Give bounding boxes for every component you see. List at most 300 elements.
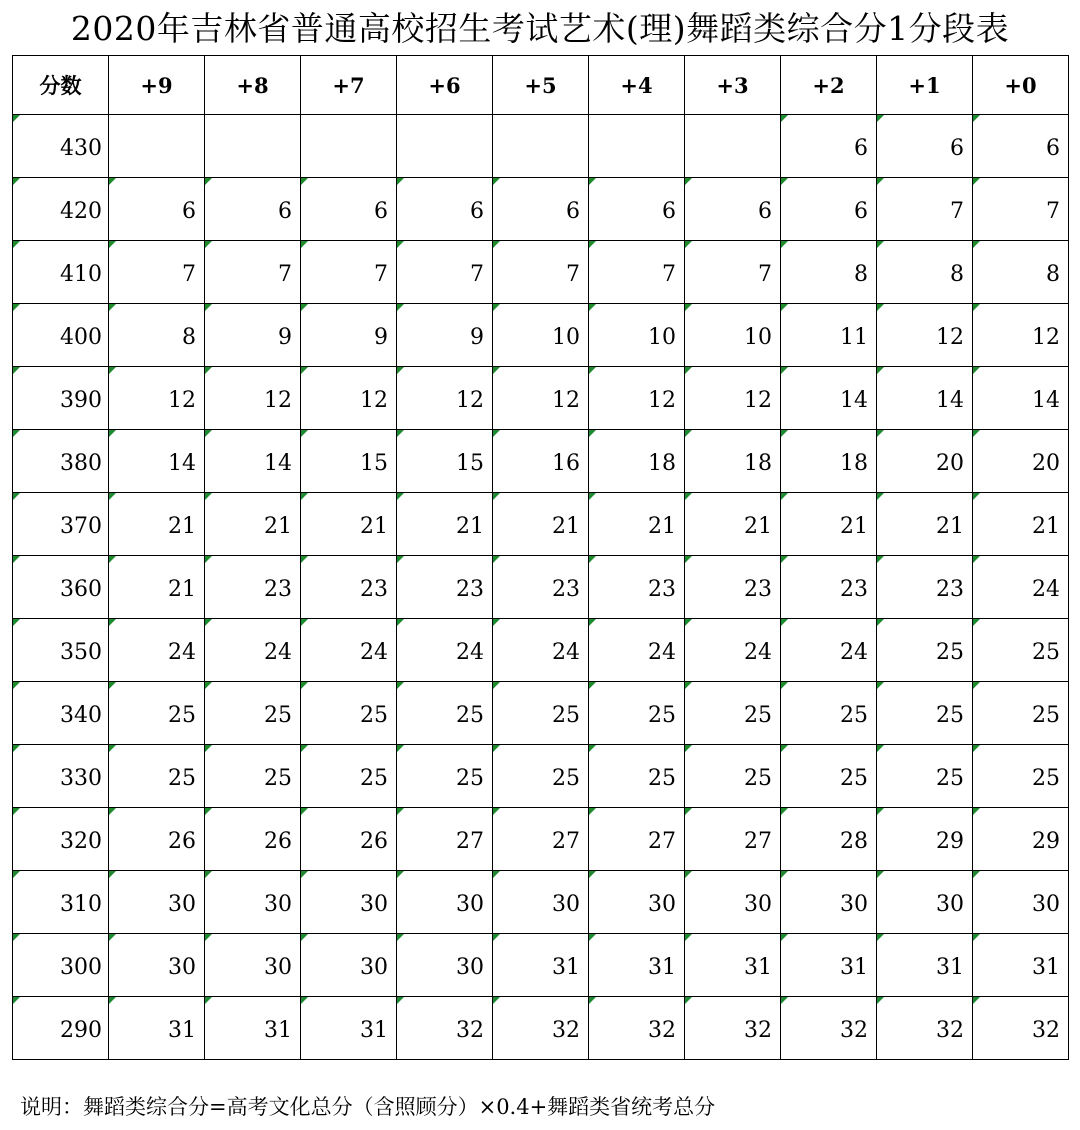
table-body [13, 115, 1069, 1060]
table-cell [877, 493, 973, 556]
cell-marker-icon [109, 808, 116, 815]
cell-marker-icon [589, 493, 596, 500]
row-score-cell [13, 430, 109, 493]
cell-value: 26 [360, 828, 388, 854]
cell-marker-icon [877, 997, 884, 1004]
cell-marker-icon [781, 304, 788, 311]
cell-marker-icon [685, 430, 692, 437]
table-cell [301, 682, 397, 745]
table-cell [877, 556, 973, 619]
cell-marker-icon [397, 304, 404, 311]
cell-marker-icon [109, 493, 116, 500]
table-cell [493, 808, 589, 871]
cell-value: 25 [840, 765, 868, 791]
cell-marker-icon [877, 682, 884, 689]
table-row [13, 115, 1069, 178]
table-row [13, 619, 1069, 682]
header-plus-8: +8 [205, 56, 301, 115]
table-row [13, 556, 1069, 619]
row-score-value: 340 [60, 702, 102, 728]
table-cell [397, 304, 493, 367]
cell-marker-icon [301, 619, 308, 626]
table-cell [205, 682, 301, 745]
cell-value: 21 [648, 513, 676, 539]
cell-value: 6 [374, 198, 388, 224]
table-cell [973, 178, 1069, 241]
cell-value: 12 [1032, 324, 1060, 350]
cell-value: 32 [744, 1017, 772, 1043]
cell-value: 12 [456, 387, 484, 413]
cell-value: 7 [1046, 198, 1060, 224]
cell-value: 26 [264, 828, 292, 854]
table-cell [301, 871, 397, 934]
cell-marker-icon [493, 304, 500, 311]
table-cell [109, 997, 205, 1060]
cell-marker-icon [301, 871, 308, 878]
cell-value: 29 [936, 828, 964, 854]
cell-marker-icon [397, 682, 404, 689]
row-score-value: 330 [60, 765, 102, 791]
cell-marker-icon [685, 682, 692, 689]
table-cell [973, 556, 1069, 619]
cell-marker-icon [493, 682, 500, 689]
cell-value: 20 [936, 450, 964, 476]
cell-value: 8 [182, 324, 196, 350]
table-cell [973, 367, 1069, 430]
table-cell [205, 871, 301, 934]
cell-marker-icon [205, 178, 212, 185]
table-cell [973, 493, 1069, 556]
cell-marker-icon [589, 430, 596, 437]
table-row [13, 934, 1069, 997]
cell-marker-icon [781, 682, 788, 689]
table-cell [109, 808, 205, 871]
table-cell [493, 241, 589, 304]
row-score-cell [13, 115, 109, 178]
cell-marker-icon [973, 115, 980, 122]
cell-value: 12 [648, 387, 676, 413]
table-cell [493, 430, 589, 493]
table-cell [877, 619, 973, 682]
cell-marker-icon [973, 619, 980, 626]
cell-value: 6 [662, 198, 676, 224]
table-cell [493, 682, 589, 745]
cell-marker-icon [109, 934, 116, 941]
cell-value: 12 [552, 387, 580, 413]
cell-marker-icon [589, 178, 596, 185]
table-cell [589, 493, 685, 556]
cell-marker-icon [781, 808, 788, 815]
header-plus-7: +7 [301, 56, 397, 115]
table-cell [493, 367, 589, 430]
cell-marker-icon [493, 619, 500, 626]
cell-value: 25 [264, 765, 292, 791]
table-cell [781, 619, 877, 682]
cell-value: 25 [1032, 765, 1060, 791]
cell-marker-icon [589, 682, 596, 689]
table-cell [589, 871, 685, 934]
cell-marker-icon [13, 430, 20, 437]
cell-value: 12 [360, 387, 388, 413]
cell-marker-icon [589, 304, 596, 311]
cell-marker-icon [877, 178, 884, 185]
cell-value: 31 [1032, 954, 1060, 980]
cell-value: 6 [1046, 135, 1060, 161]
cell-value: 7 [566, 261, 580, 287]
table-cell [781, 430, 877, 493]
row-score-cell [13, 871, 109, 934]
table-cell [301, 619, 397, 682]
table-cell [205, 556, 301, 619]
cell-value: 6 [278, 198, 292, 224]
cell-value: 18 [744, 450, 772, 476]
cell-value: 32 [1032, 1017, 1060, 1043]
cell-marker-icon [493, 808, 500, 815]
cell-value: 31 [840, 954, 868, 980]
cell-value: 12 [168, 387, 196, 413]
cell-marker-icon [589, 556, 596, 563]
cell-marker-icon [877, 808, 884, 815]
cell-marker-icon [13, 115, 20, 122]
table-cell [109, 934, 205, 997]
cell-value: 30 [936, 891, 964, 917]
table-cell [205, 619, 301, 682]
cell-value: 7 [758, 261, 772, 287]
cell-marker-icon [685, 934, 692, 941]
cell-marker-icon [205, 367, 212, 374]
cell-value: 30 [264, 954, 292, 980]
cell-marker-icon [589, 241, 596, 248]
cell-value: 32 [456, 1017, 484, 1043]
table-cell [589, 178, 685, 241]
table-cell [493, 871, 589, 934]
cell-value: 16 [552, 450, 580, 476]
cell-marker-icon [109, 304, 116, 311]
row-score-cell [13, 745, 109, 808]
cell-value: 25 [936, 639, 964, 665]
table-row [13, 304, 1069, 367]
table-cell [781, 997, 877, 1060]
cell-marker-icon [685, 178, 692, 185]
cell-value: 24 [1032, 576, 1060, 602]
table-cell [781, 178, 877, 241]
cell-value: 11 [840, 324, 868, 350]
cell-marker-icon [109, 871, 116, 878]
cell-value: 21 [360, 513, 388, 539]
cell-marker-icon [301, 430, 308, 437]
table-cell [685, 556, 781, 619]
table-cell [877, 241, 973, 304]
cell-value: 25 [552, 702, 580, 728]
score-table [12, 55, 1069, 1060]
table-cell [973, 808, 1069, 871]
cell-marker-icon [589, 367, 596, 374]
cell-value: 10 [648, 324, 676, 350]
cell-marker-icon [877, 493, 884, 500]
cell-marker-icon [13, 619, 20, 626]
table-cell [205, 178, 301, 241]
cell-marker-icon [685, 556, 692, 563]
table-cell [877, 367, 973, 430]
table-cell [397, 745, 493, 808]
cell-marker-icon [973, 493, 980, 500]
table-cell [205, 430, 301, 493]
table-cell [877, 304, 973, 367]
cell-value: 7 [374, 261, 388, 287]
table-row [13, 367, 1069, 430]
cell-marker-icon [781, 997, 788, 1004]
table-cell [109, 493, 205, 556]
cell-value: 6 [950, 135, 964, 161]
table-cell [877, 178, 973, 241]
cell-value: 15 [456, 450, 484, 476]
cell-marker-icon [877, 115, 884, 122]
cell-value: 27 [744, 828, 772, 854]
cell-value: 23 [552, 576, 580, 602]
cell-value: 14 [1032, 387, 1060, 413]
row-score-cell [13, 808, 109, 871]
cell-marker-icon [589, 934, 596, 941]
row-score-value: 410 [60, 261, 102, 287]
table-cell [589, 367, 685, 430]
cell-value: 9 [374, 324, 388, 350]
cell-marker-icon [205, 556, 212, 563]
cell-marker-icon [13, 178, 20, 185]
table-cell [781, 682, 877, 745]
cell-value: 25 [648, 702, 676, 728]
cell-value: 30 [360, 954, 388, 980]
table-cell [685, 745, 781, 808]
cell-value: 25 [1032, 639, 1060, 665]
table-cell [973, 115, 1069, 178]
cell-value: 9 [278, 324, 292, 350]
cell-marker-icon [205, 871, 212, 878]
table-cell [685, 178, 781, 241]
table-cell [109, 745, 205, 808]
cell-value: 30 [168, 954, 196, 980]
cell-marker-icon [781, 745, 788, 752]
row-score-value: 400 [60, 324, 102, 350]
table-cell [877, 115, 973, 178]
cell-marker-icon [397, 619, 404, 626]
cell-marker-icon [493, 997, 500, 1004]
cell-value: 30 [168, 891, 196, 917]
table-row [13, 871, 1069, 934]
table-cell [781, 115, 877, 178]
cell-marker-icon [109, 619, 116, 626]
cell-marker-icon [781, 871, 788, 878]
cell-marker-icon [493, 871, 500, 878]
table-cell [397, 556, 493, 619]
cell-marker-icon [877, 871, 884, 878]
table-cell [301, 745, 397, 808]
cell-value: 27 [648, 828, 676, 854]
cell-marker-icon [685, 493, 692, 500]
table-cell [781, 934, 877, 997]
header-plus-1: +1 [877, 56, 973, 115]
table-cell [685, 304, 781, 367]
cell-value: 21 [744, 513, 772, 539]
header-plus-2: +2 [781, 56, 877, 115]
cell-value: 23 [840, 576, 868, 602]
row-score-cell [13, 619, 109, 682]
table-row [13, 430, 1069, 493]
cell-value: 21 [840, 513, 868, 539]
cell-marker-icon [13, 934, 20, 941]
cell-value: 21 [1032, 513, 1060, 539]
cell-marker-icon [13, 241, 20, 248]
cell-value: 30 [264, 891, 292, 917]
cell-marker-icon [205, 304, 212, 311]
table-cell [397, 493, 493, 556]
cell-value: 7 [470, 261, 484, 287]
table-cell [589, 241, 685, 304]
table-cell [397, 619, 493, 682]
cell-value: 7 [662, 261, 676, 287]
cell-value: 25 [264, 702, 292, 728]
table-cell [685, 430, 781, 493]
cell-marker-icon [13, 304, 20, 311]
table-cell [781, 304, 877, 367]
table-cell [301, 304, 397, 367]
table-cell [493, 997, 589, 1060]
cell-marker-icon [493, 241, 500, 248]
footnote: 说明：舞蹈类综合分=高考文化总分（含照顾分）×0.4+舞蹈类省统考总分 [20, 1095, 716, 1119]
cell-marker-icon [301, 682, 308, 689]
cell-value: 28 [840, 828, 868, 854]
table-cell [397, 241, 493, 304]
table-cell [685, 934, 781, 997]
table-cell [973, 430, 1069, 493]
cell-value: 7 [182, 261, 196, 287]
cell-marker-icon [301, 934, 308, 941]
table-cell [109, 115, 205, 178]
table-cell [301, 178, 397, 241]
cell-marker-icon [109, 367, 116, 374]
cell-marker-icon [493, 745, 500, 752]
cell-marker-icon [301, 493, 308, 500]
table-cell [589, 934, 685, 997]
cell-value: 24 [648, 639, 676, 665]
table-cell [685, 493, 781, 556]
cell-value: 27 [456, 828, 484, 854]
cell-marker-icon [397, 367, 404, 374]
cell-marker-icon [109, 430, 116, 437]
cell-marker-icon [205, 934, 212, 941]
cell-marker-icon [589, 997, 596, 1004]
table-row [13, 493, 1069, 556]
cell-marker-icon [877, 367, 884, 374]
cell-value: 6 [854, 135, 868, 161]
cell-marker-icon [205, 682, 212, 689]
cell-value: 31 [936, 954, 964, 980]
cell-marker-icon [589, 871, 596, 878]
table-cell [109, 556, 205, 619]
cell-value: 24 [168, 639, 196, 665]
table-cell [685, 619, 781, 682]
cell-value: 15 [360, 450, 388, 476]
cell-marker-icon [301, 745, 308, 752]
cell-marker-icon [493, 493, 500, 500]
table-cell [301, 493, 397, 556]
cell-marker-icon [685, 997, 692, 1004]
cell-value: 23 [744, 576, 772, 602]
cell-marker-icon [973, 682, 980, 689]
table-cell [685, 871, 781, 934]
table-cell [301, 556, 397, 619]
cell-value: 23 [648, 576, 676, 602]
row-score-value: 290 [60, 1017, 102, 1043]
table-cell [589, 808, 685, 871]
cell-value: 6 [470, 198, 484, 224]
cell-value: 31 [168, 1017, 196, 1043]
cell-marker-icon [877, 745, 884, 752]
row-score-value: 310 [60, 891, 102, 917]
cell-marker-icon [205, 619, 212, 626]
cell-marker-icon [397, 997, 404, 1004]
table-cell [685, 241, 781, 304]
cell-marker-icon [493, 367, 500, 374]
table-row [13, 997, 1069, 1060]
table-cell [877, 745, 973, 808]
row-score-cell [13, 682, 109, 745]
cell-value: 12 [936, 324, 964, 350]
table-cell [973, 745, 1069, 808]
cell-marker-icon [781, 493, 788, 500]
cell-marker-icon [781, 934, 788, 941]
cell-value: 25 [360, 765, 388, 791]
cell-marker-icon [301, 178, 308, 185]
row-score-cell [13, 556, 109, 619]
cell-value: 25 [744, 765, 772, 791]
cell-value: 24 [360, 639, 388, 665]
cell-marker-icon [877, 619, 884, 626]
row-score-value: 390 [60, 387, 102, 413]
cell-value: 25 [168, 702, 196, 728]
cell-value: 7 [950, 198, 964, 224]
table-cell [205, 997, 301, 1060]
table-cell [397, 115, 493, 178]
cell-value: 10 [744, 324, 772, 350]
cell-marker-icon [301, 241, 308, 248]
table-cell [781, 493, 877, 556]
cell-value: 25 [936, 702, 964, 728]
cell-marker-icon [781, 430, 788, 437]
cell-value: 31 [264, 1017, 292, 1043]
table-cell [589, 619, 685, 682]
table-cell [109, 871, 205, 934]
cell-marker-icon [589, 619, 596, 626]
cell-marker-icon [877, 241, 884, 248]
cell-value: 21 [456, 513, 484, 539]
cell-marker-icon [205, 241, 212, 248]
cell-marker-icon [877, 304, 884, 311]
cell-marker-icon [877, 556, 884, 563]
cell-marker-icon [781, 619, 788, 626]
table-cell [109, 178, 205, 241]
cell-value: 30 [456, 954, 484, 980]
table-cell [781, 871, 877, 934]
table-cell [781, 556, 877, 619]
cell-marker-icon [781, 178, 788, 185]
cell-marker-icon [13, 808, 20, 815]
cell-value: 23 [456, 576, 484, 602]
cell-value: 25 [456, 702, 484, 728]
table-cell [109, 430, 205, 493]
header-score: 分数 [13, 56, 109, 115]
table-cell [589, 682, 685, 745]
table-cell [589, 115, 685, 178]
